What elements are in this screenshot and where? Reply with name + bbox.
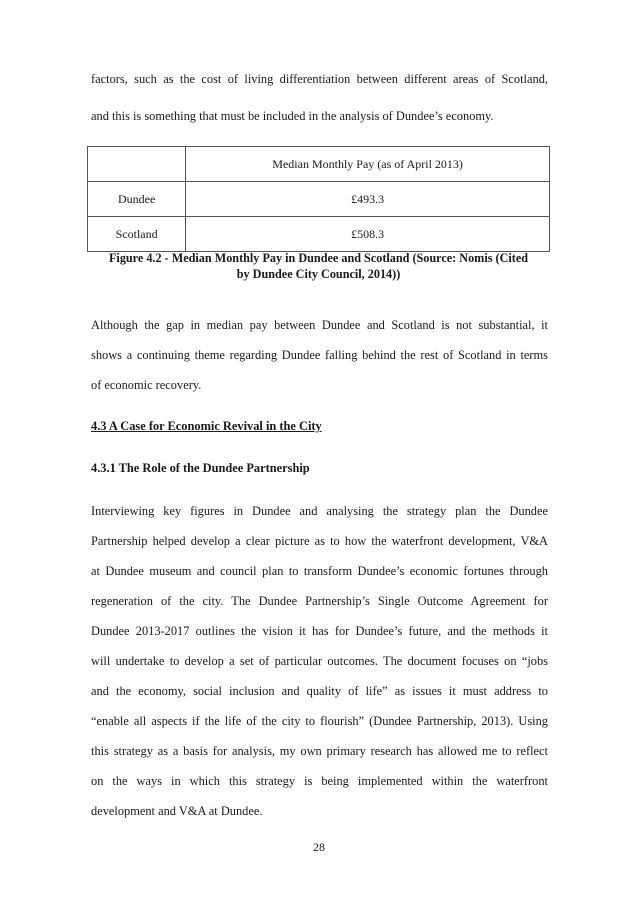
table-cell: Dundee: [88, 182, 186, 217]
paragraph-line: “enable all aspects if the life of the city to flourish” (Dundee Partnership, 2013). Using: [91, 714, 548, 728]
section-heading: 4.3 A Case for Economic Revival in the City: [91, 419, 322, 433]
paragraph-line: will undertake to develop a set of particular outcomes. The document focuses on “jobs: [91, 654, 548, 668]
paragraph-line: shows a continuing theme regarding Dundee falling behind the rest of Scotland in terms: [91, 348, 548, 362]
median-pay-table: [87, 146, 550, 252]
subsection-heading: 4.3.1 The Role of the Dundee Partnership: [91, 461, 310, 475]
table-header-cell: Median Monthly Pay (as of April 2013): [186, 147, 550, 182]
paragraph-line: of economic recovery.: [91, 378, 202, 392]
table-header-cell: [88, 147, 186, 182]
paragraph-line: at Dundee museum and council plan to transform Dundee’s economic fortunes through: [91, 564, 548, 578]
table-header-row: [88, 147, 550, 182]
table-cell: Scotland: [88, 217, 186, 252]
paragraph-line: Dundee 2013-2017 outlines the vision it has for Dundee’s future, and the methods it: [91, 624, 548, 638]
paragraph-line: Interviewing key figures in Dundee and analysing the strategy plan the Dundee: [91, 504, 548, 518]
figure-caption-line: Figure 4.2 - Median Monthly Pay in Dundee and Scotland (Source: Nomis (Cited: [108, 251, 529, 265]
table-cell: £508.3: [186, 217, 550, 252]
paragraph-line: development and V&A at Dundee.: [91, 804, 263, 818]
paragraph-line: on the ways in which this strategy is being implemented within the waterfront: [91, 774, 548, 788]
paragraph-line: regeneration of the city. The Dundee Partnership’s Single Outcome Agreement for: [91, 594, 548, 608]
paragraph-line: Partnership helped develop a clear picture as to how the waterfront development, V&A: [91, 534, 548, 548]
table-row: [88, 217, 550, 252]
table-row: [88, 182, 550, 217]
page-number: 28: [313, 840, 325, 854]
intro-line: factors, such as the cost of living differentiation between different areas of Scotland,: [91, 72, 548, 86]
paragraph-line: Although the gap in median pay between Dundee and Scotland is not substantial, it: [91, 318, 548, 332]
table-cell: £493.3: [186, 182, 550, 217]
paragraph-line: and the economy, social inclusion and quality of life” as issues it must address to: [91, 684, 548, 698]
figure-caption-line: by Dundee City Council, 2014)): [236, 267, 401, 281]
intro-line: and this is something that must be included in the analysis of Dundee’s economy.: [91, 109, 494, 123]
paragraph-line: this strategy as a basis for analysis, my own primary research has allowed me to reflect: [91, 744, 548, 758]
